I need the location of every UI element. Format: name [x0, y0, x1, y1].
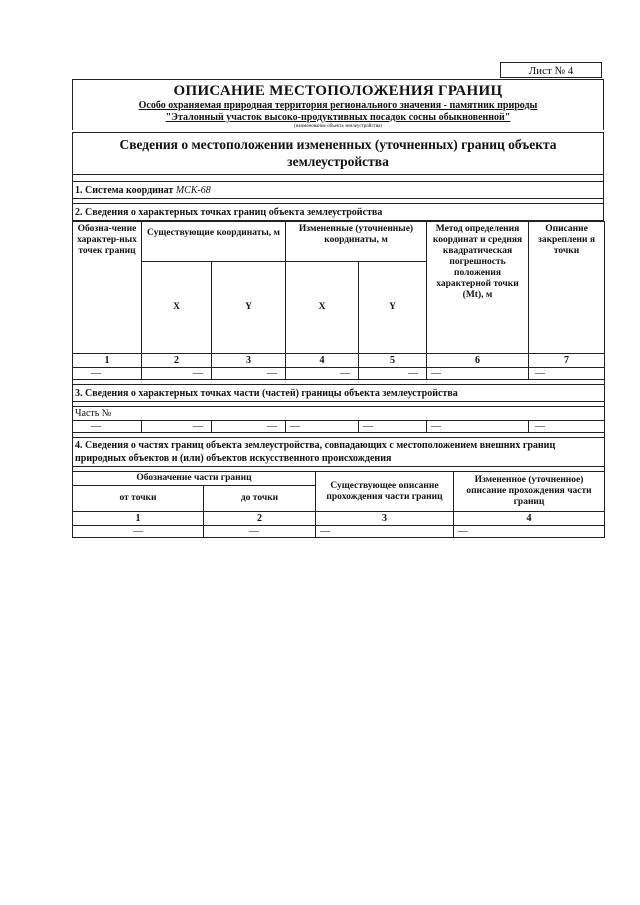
coord-system-label: 1. Система координат: [75, 184, 174, 196]
points-table: [72, 221, 605, 380]
empty-cell: —: [427, 421, 529, 433]
coord-system-value: МСК-68: [175, 184, 211, 196]
empty-cell: —: [73, 421, 142, 433]
section4-table: [72, 433, 605, 538]
sheet-number: Лист № 4: [500, 62, 602, 78]
col-to-point: до точки: [204, 486, 316, 512]
empty-cell: —: [427, 368, 529, 380]
table-row: [73, 368, 605, 380]
empty-cell: —: [529, 421, 605, 433]
boundary-description-form: [72, 79, 604, 538]
col-number: 3: [316, 512, 454, 526]
document-title: ОПИСАНИЕ МЕСТОПОЛОЖЕНИЯ ГРАНИЦ: [173, 83, 503, 99]
col-method: Метод определения координат и средняя квадратическая погрешность положения характерной точки (Mt), м: [427, 222, 529, 354]
col-existing-coords: Существующие координаты, м: [142, 222, 286, 262]
section-title-table: [72, 132, 604, 221]
col-number: 7: [529, 354, 605, 368]
section2-title: 2. Сведения о характерных точках границ объекта землеустройства: [73, 204, 604, 221]
section3-table: [72, 380, 605, 433]
empty-cell: —: [142, 368, 212, 380]
empty-cell: —: [316, 526, 454, 538]
empty-cell: —: [529, 368, 605, 380]
col-number: 6: [427, 354, 529, 368]
coord-system-row: [73, 182, 604, 199]
object-name-caption: (наименование объекта землеустройства): [293, 124, 383, 129]
col-point-fixing: Описание закреплени я точки: [529, 222, 605, 354]
section4-title: 4. Сведения о частях границ объекта землеустройства, совпадающих с местоположением внешних границ природных объектов и (или) объектов искусственного происхождения: [73, 438, 605, 467]
empty-cell: —: [212, 368, 286, 380]
empty-cell: —: [212, 421, 286, 433]
col-changed-x: X: [286, 262, 359, 354]
col-point-designation: Обозна-чение характер-ных точек границ: [73, 222, 142, 354]
col-number: 3: [212, 354, 286, 368]
empty-cell: —: [286, 368, 359, 380]
col-number: 4: [454, 512, 605, 526]
table-row: [73, 526, 605, 538]
col-existing-y: Y: [212, 262, 286, 354]
col-number: 4: [286, 354, 359, 368]
col-from-point: от точки: [73, 486, 204, 512]
col-changed-y: Y: [359, 262, 427, 354]
part-number-label: Часть №: [73, 407, 605, 421]
empty-cell: —: [286, 421, 359, 433]
empty-cell: —: [359, 368, 427, 380]
col-number: 2: [142, 354, 212, 368]
empty-cell: —: [204, 526, 316, 538]
col-number: 5: [359, 354, 427, 368]
empty-cell: —: [73, 368, 142, 380]
section-title: Сведения о местоположении измененных (уточненных) границ объекта землеустройства: [73, 133, 604, 175]
object-category: Особо охраняемая природная территория регионального значения - памятник природы: [138, 100, 538, 111]
empty-cell: —: [142, 421, 212, 433]
col-changed-description: Измененное (уточненное) описание прохождения части границ: [454, 472, 605, 512]
document-header: [72, 79, 604, 130]
object-name: "Эталонный участок высоко-продуктивных посадок сосны обыкновенной": [165, 112, 511, 123]
section3-title: 3. Сведения о характерных точках части (частей) границы объекта землеустройства: [73, 385, 605, 402]
col-changed-coords: Измененные (уточненные) координаты, м: [286, 222, 427, 262]
empty-cell: —: [359, 421, 427, 433]
col-existing-x: X: [142, 262, 212, 354]
col-number: 1: [73, 354, 142, 368]
col-part-designation: Обозначение части границ: [73, 472, 316, 486]
col-existing-description: Существующее описание прохождения части границ: [316, 472, 454, 512]
col-number: 1: [73, 512, 204, 526]
col-number: 2: [204, 512, 316, 526]
table-row: [73, 421, 605, 433]
empty-cell: —: [454, 526, 605, 538]
empty-cell: —: [73, 526, 204, 538]
